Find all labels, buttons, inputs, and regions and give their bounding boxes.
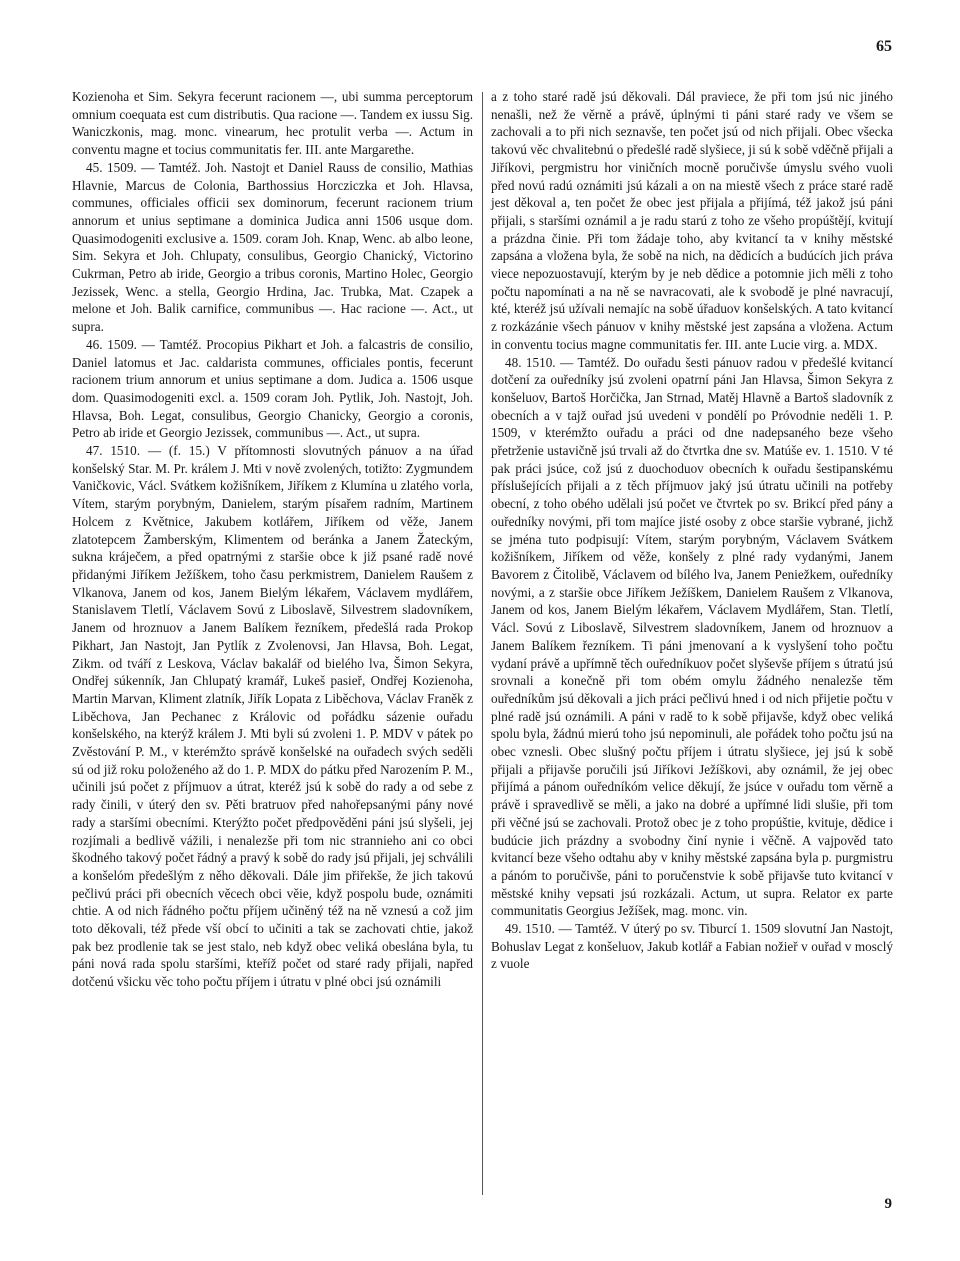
- right-column: [491, 88, 893, 973]
- entry-49: 49. 1510. — Tamtéž. V úterý po sv. Tiburcí 1. 1509 slovutní Jan Nastojt, Bohuslav Legat z konšeluov, Jakub kotlář a Fabian nožieř v ouřad v mosclý z vuole: [491, 921, 893, 972]
- left-column: [72, 88, 473, 991]
- signature-mark: 9: [884, 1196, 892, 1212]
- entry-48: 48. 1510. — Tamtéž. Do ouřadu šesti pánuov radou v předešlé kvitancí dotčení za ouředníky jsú zvoleni opatrní páni Jan Hlavsa, Šimon Sekyra z konšeluov, Bartoš Horčička, Jan Strnad, Matěj Hlavně a Bartoš sladovník z obecních a v tajž ouřad jsú uvedeni v pondělí po Próvodnie neděli 1. P. 1509, v kterémžto ouřadu a práci od dne nadepsaného beze všeho přetrženie ustavičně jsú trvali až do čtvrtka dne sv. Matúše ev. 1. 1510. V té pak práci jsúce, což jsú z duochoduov obecních k ouřadu šestipanskému příslušejících přijali a z těch příjmuov jaký jsú útratu učinili na potřeby obecní, z toho obého udělali jsú počet ve čtvrtek po sv. Brikcí před pány a ouředníky novými, při tom majíce jisté osoby z obce staršie vybrané, jichž se jména tuto podpisují: Vítem, starým porybným, Václavem Svátkem kožišníkem, Jiříkem od věže, konšely z plné rady vydanými, Janem Bavorem z Čitolibě, Václavem od bílého lva, Janem Peniežkem, ouředníky novými, a z staršie obce Jiříkem Ježíškem, Danielem Raušem z Vlkanova, Janem od kos, Janem Bielým lékařem, Václavem Mydlářem, Stan. Tletlí, Václ. Sovú z Liboslavě, Silvestrem sladovníkem, Janem od hroznuov a Janem Balíkem řezníkem. Ti páni jmenovaní a k vyslyšení toho počtu vydaní právě a upřímně těch ouředníkuov počet slyševše příjem s útratú jsú srovnali a konečně při tom obém omylu žádného nenalezše těm ouředníkům jsú děkovali a jich práci pečlivú hned i od nich přijetie počtu v plné radě jsú oznámili. A páni v radě to k sobě přijavše, když obec veliká spolu byla, žádnú mierú toho jsú nepominuli, ale pořádek toho počtu jsú na obec vznesli. Obec slušný počtu příjem i útratu slyšiece, jej jsú k sobě přijali a přijavše poručili jsú Jiříkovi Ježíškovi, aby oznámil, že jej obec přijímá a pánom ouředníkóm velice děkují, že jsúce v ouřadu tom věrně a právě i spravedlivě se měli, a jako na dobré a upřímné lidi slušie, při tom při věčné jsú se zachovali. Protož obec je z toho propúštie, kvituje, dědice i budúcie jich prázdny a svobodny činí nynie i věčně. A vajpověd tato kvitancí beze všeho odtahu aby v knihy městské zapsána byla p. purgmistru a pánóm to poručivše, páni to poručenstvie k sobě přijavše tuto kvitancí v městské knihy vepsati jsú rozkázali. Actum, ut supra. Relator ex parte communitatis Georgius Ježíšek, mag. monc. vin.: [491, 354, 893, 919]
- column-divider: [482, 92, 483, 1195]
- page-number: 65: [876, 38, 892, 55]
- paragraph: a z toho staré radě jsú děkovali. Dál praviece, že při tom jsú nic jiného nenašli, než že věrně a právě, úplnými ti páni staré rady ve všem se zachovali a to při nich seznavše, ten počet jsú od nich přijali. Obec všecka takovú věc chvalitebnú o předešlé radě slyšiece, ji sú k sobě vděčně přijali a Jiříkovi, pergmistru hor viničních mocně poručivše úmyslu svého vuoli před novú radú oznámiti jsú kázali a on na miestě všech z práce staré radě jest děkoval a, ten počet že obec jest přijala a přijímá, též jakož jsú páni přijali, s staršími oznámil a je radu starú z toho ze všeho propúštějí, kvitují a prázdna činie. Při tom žádaje toho, aby kvitancí ta v knihy městské zapsána a vložena byla, že sobě na nich, na dědicích a budúcích jich práva viece nepozuostavují, kterým by je neb dědice a potomnie jich měli z toho počtu napomínati a na ně se navracovati, ale k svobodě je plné navracují, kté, kteréž jsú užívali nemajíc na sobě úřaduov konšelských. A tato kvitancí z rozkázánie všech pánuov v knihy městské jest zapsána a vložena. Actum in conventu tocius magne communitatis fer. III. ante Lucie virg. a. MDX.: [491, 89, 893, 352]
- paragraph: Kozienoha et Sim. Sekyra fecerunt racionem —, ubi summa perceptorum omnium coequata est cum distributis. Qua racione —. Tandem ex iussu Sig. Waniczkonis, mag. monc. vinearum, hec protulit verba —. Actum in conventu magne et tocius communitatis fer. III. ante Margarethe.: [72, 89, 473, 158]
- entry-47: 47. 1510. — (f. 15.) V přítomnosti slovutných pánuov a na úřad konšelský Star. M. Pr. králem J. Mti v nově zvolených, totižto: Zygmundem Vaničkovic, Václ. Svátkem kožišníkem, Jiříkem z Klumína u zlatého vorla, Vítem, starým porybným, Danielem, starým písařem radním, Martinem Holcem z Květnice, Jakubem kotlářem, Jiříkem od věže, Janem zlatotepcem Žamberským, Klimentem od beránka a Janem Žateckým, sukna kráječem, a před opatrnými z staršie obce k již psané radě nové přidanými Jiříkem Ježíškem, toho času perkmistrem, Danielem Raušem z Vlkanova, Janem od kos, Janem Bielým lékařem, Václavem mydlářem, Stanislavem Tletlí, Václavem Sovú z Liboslavě, Silvestrem sladovníkem, Janem od hroznuov a Janem Balíkem řezníkem, předešlá rada Prokop Pikhart, Jan Nastojt, Jan Pytlík z Zvolenovsi, Jan Hlavsa, Boh. Legat, Zikm. od tváří z Leskova, Václav bakalář od bieléhо lva, Šimon Sekyra, Ondřej súkenník, Jan Chlupatý kramář, Lukeš pasieř, Ondřej Kozienoha, Martin Marvan, Kliment zlatník, Jiřík Lopata z Liběchova, Václav Franěk z Liběchova, Jan Pechanec z Královic od pořádku sázenie ouřadu konšelského, na kterýž králem J. Mti byli sú zvoleni 1. P. MDV v pátek po Zvěstování P. M., v kterémžto správě konšelské na ouřadech svých seděli sú od již roku položeného až do 1. P. MDX do pátku před Narozením P. M., učinili jsú počet z příjmuov a útrat, kteréž jsú k sobě do rady a od sebe z rady činili, v úterý den sv. Pěti bratruov před nahořepsanými pány nové rady a staršími obecními. Kterýžto počet předpověděni páni jsú slyšeli, jej rozjímali a bedlivě vážili, i nenalezše při tom nic strannieho ani co obci škodného takový počet řádný a pravý k sobě do rady jsú přijali, jej schválili a konšelóm předešlým z něho děkovali. Dále jim přiřekše, že jich takovú pečlivú práci při obecních věcech obci věie, když pospolu bude, oznámiti chtie. A od nich řádného počtu příjem učiněný též na ně vznesú a což jim toto děkovali, též přede vší obcí to učiniti a tak se zachovati chtie, jakož pak bez prodlenie tak se jest stalo, neb když obec veliká obeslána byla, tu páni nová rada spolu staršími, kteříž počet od staré rady přijali, napřed dotčenú všicku věc toho počtu příjem i útratu v plné obci jsú oznámili: [72, 443, 473, 990]
- entry-45: 45. 1509. — Tamtéž. Joh. Nastojt et Daniel Rauss de consilio, Mathias Hlavnie, Marcus de Colonia, Barthossius Horcziczka et Joh. Hlavsa, communes, officiales officii sex dominorum, fecerunt racionem trium annorum et unius septimane a dominica Judica anni 1506 usque dom. Quasimodogeniti exclusive a. 1509. coram Joh. Knap, Wenc. ab albo leone, Sim. Sekyra et Joh. Chlupaty, consulibus, Georgio Chanický, Victorino Cukrman, Petro ab iride, Georgio a tribus coronis, Martino Holec, Georgio Jezissek, Wenc. a stella, Georgio Hrdina, Jac. Trubka, Mat. Czapek a melone et Joh. Balik carnifice, communibus —. Hac racione —. Act., ut supra.: [72, 159, 473, 335]
- entry-46: 46. 1509. — Tamtéž. Procopius Pikhart et Joh. a falcastris de consilio, Daniel latomus et Jac. caldarista communes, officiales pontis, fecerunt racionem trium annorum et unius septimane a dom. Judica a. 1506 usque dom. Quasimodogeniti excl. a. 1509 coram Joh. Pytlik, Joh. Nastojt, Joh. Hlavsa, Boh. Legat, consulibus, Georgio Chanicky, Georgio a coronis, Petro ab iride et Georgio Jezissek, communibus —. Act., ut supra.: [72, 336, 473, 441]
